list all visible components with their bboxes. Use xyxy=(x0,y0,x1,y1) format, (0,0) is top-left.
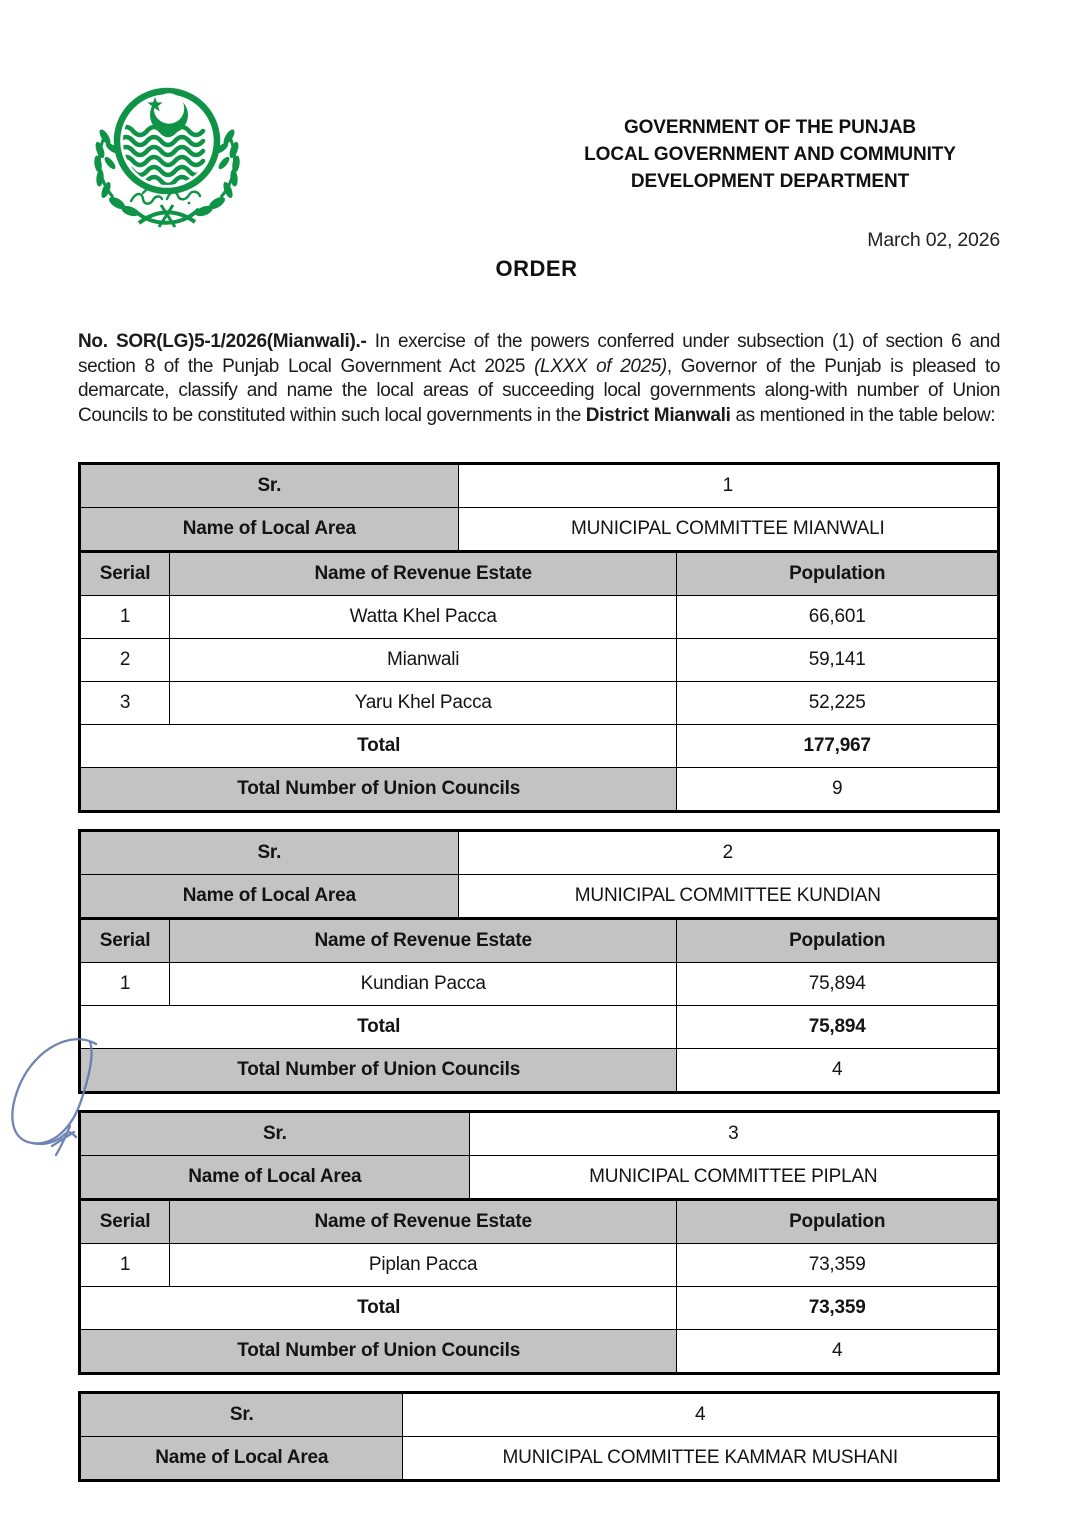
estate-header-cell: Name of Revenue Estate xyxy=(170,1200,677,1244)
estate-cell: Kundian Pacca xyxy=(170,963,677,1006)
serial-cell: 2 xyxy=(80,639,170,682)
total-value-cell: 75,894 xyxy=(677,1006,999,1049)
total-label-cell: Total xyxy=(80,725,677,768)
sr-label-cell: Sr. xyxy=(80,1393,403,1437)
total-label-cell: Total xyxy=(80,1287,677,1330)
estate-header-cell: Name of Revenue Estate xyxy=(170,919,677,963)
union-councils-value-cell: 4 xyxy=(677,1330,999,1374)
serial-cell: 1 xyxy=(80,963,170,1006)
local-area-value-cell: MUNICIPAL COMMITTEE KUNDIAN xyxy=(458,875,998,919)
estate-cell: Piplan Pacca xyxy=(170,1244,677,1287)
population-cell: 52,225 xyxy=(677,682,999,725)
local-area-label-cell: Name of Local Area xyxy=(80,508,459,552)
total-label-cell: Total xyxy=(80,1006,677,1049)
local-area-label-cell: Name of Local Area xyxy=(80,875,459,919)
act-number-italic: (LXXX of 2025) xyxy=(534,355,667,377)
table-row xyxy=(80,682,999,725)
paragraph-text-3: as mentioned in the table below: xyxy=(730,404,996,426)
order-title: ORDER xyxy=(495,256,578,281)
total-value-cell: 73,359 xyxy=(677,1287,999,1330)
local-area-value-cell: MUNICIPAL COMMITTEE PIPLAN xyxy=(469,1156,998,1200)
header-line-1: GOVERNMENT OF THE PUNJAB xyxy=(623,117,917,138)
population-header-cell: Population xyxy=(677,919,999,963)
union-councils-value-cell: 9 xyxy=(677,768,999,812)
header-line-3: DEVELOPMENT DEPARTMENT xyxy=(630,171,910,192)
estate-cell: Yaru Khel Pacca xyxy=(170,682,677,725)
population-cell: 73,359 xyxy=(677,1244,999,1287)
population-cell: 59,141 xyxy=(677,639,999,682)
union-councils-label-cell: Total Number of Union Councils xyxy=(80,1049,677,1093)
population-header-cell: Population xyxy=(677,1200,999,1244)
estate-cell: Mianwali xyxy=(170,639,677,682)
union-councils-label-cell: Total Number of Union Councils xyxy=(80,1330,677,1374)
local-area-label-cell: Name of Local Area xyxy=(80,1156,470,1200)
table-row xyxy=(80,1244,999,1287)
local-area-table-1 xyxy=(78,462,1000,813)
sr-label-cell: Sr. xyxy=(80,1112,470,1156)
sr-label-cell: Sr. xyxy=(80,831,459,875)
table-row xyxy=(80,639,999,682)
local-area-label-cell: Name of Local Area xyxy=(80,1437,403,1481)
serial-cell: 3 xyxy=(80,682,170,725)
tables-container xyxy=(78,462,1000,1498)
punjab-crest-logo xyxy=(83,84,251,236)
sr-value-cell: 2 xyxy=(458,831,998,875)
reference-number: No. SOR(LG)5-1/2026(Mianwali).- xyxy=(78,331,367,352)
serial-header-cell: Serial xyxy=(80,1200,170,1244)
union-councils-label-cell: Total Number of Union Councils xyxy=(80,768,677,812)
table-row xyxy=(80,596,999,639)
union-councils-value-cell: 4 xyxy=(677,1049,999,1093)
sr-value-cell: 4 xyxy=(403,1393,999,1437)
order-paragraph xyxy=(78,330,1000,428)
local-area-table-2 xyxy=(78,829,1000,1094)
document-date: March 02, 2026 xyxy=(867,229,1000,251)
signature-scribble xyxy=(6,1034,118,1160)
serial-header-cell: Serial xyxy=(80,919,170,963)
population-cell: 75,894 xyxy=(677,963,999,1006)
local-area-value-cell: MUNICIPAL COMMITTEE MIANWALI xyxy=(458,508,998,552)
sr-value-cell: 3 xyxy=(469,1112,998,1156)
sr-label-cell: Sr. xyxy=(80,464,459,508)
department-header xyxy=(490,114,1050,195)
local-area-table-4 xyxy=(78,1391,1000,1482)
estate-cell: Watta Khel Pacca xyxy=(170,596,677,639)
serial-header-cell: Serial xyxy=(80,552,170,596)
local-area-value-cell: MUNICIPAL COMMITTEE KAMMAR MUSHANI xyxy=(403,1437,999,1481)
paragraph-text-1: In exercise of the powers conferred under subsection (1) of section 6 and section 8 of the Punjab Local Government Act 2025 xyxy=(78,331,1000,377)
local-area-table-3 xyxy=(78,1110,1000,1375)
population-cell: 66,601 xyxy=(677,596,999,639)
serial-cell: 1 xyxy=(80,596,170,639)
table-row xyxy=(80,963,999,1006)
sr-value-cell: 1 xyxy=(458,464,998,508)
header-line-2: LOCAL GOVERNMENT AND COMMUNITY xyxy=(584,144,956,165)
population-header-cell: Population xyxy=(677,552,999,596)
estate-header-cell: Name of Revenue Estate xyxy=(170,552,677,596)
total-value-cell: 177,967 xyxy=(677,725,999,768)
serial-cell: 1 xyxy=(80,1244,170,1287)
district-name: District Mianwali xyxy=(585,404,731,426)
paragraph-text-2: , Governor of the Punjab is pleased to demarcate, classify and name the local areas of succeeding local governments along-with number of Union Councils to be constituted within such local governments in the xyxy=(78,355,1001,426)
